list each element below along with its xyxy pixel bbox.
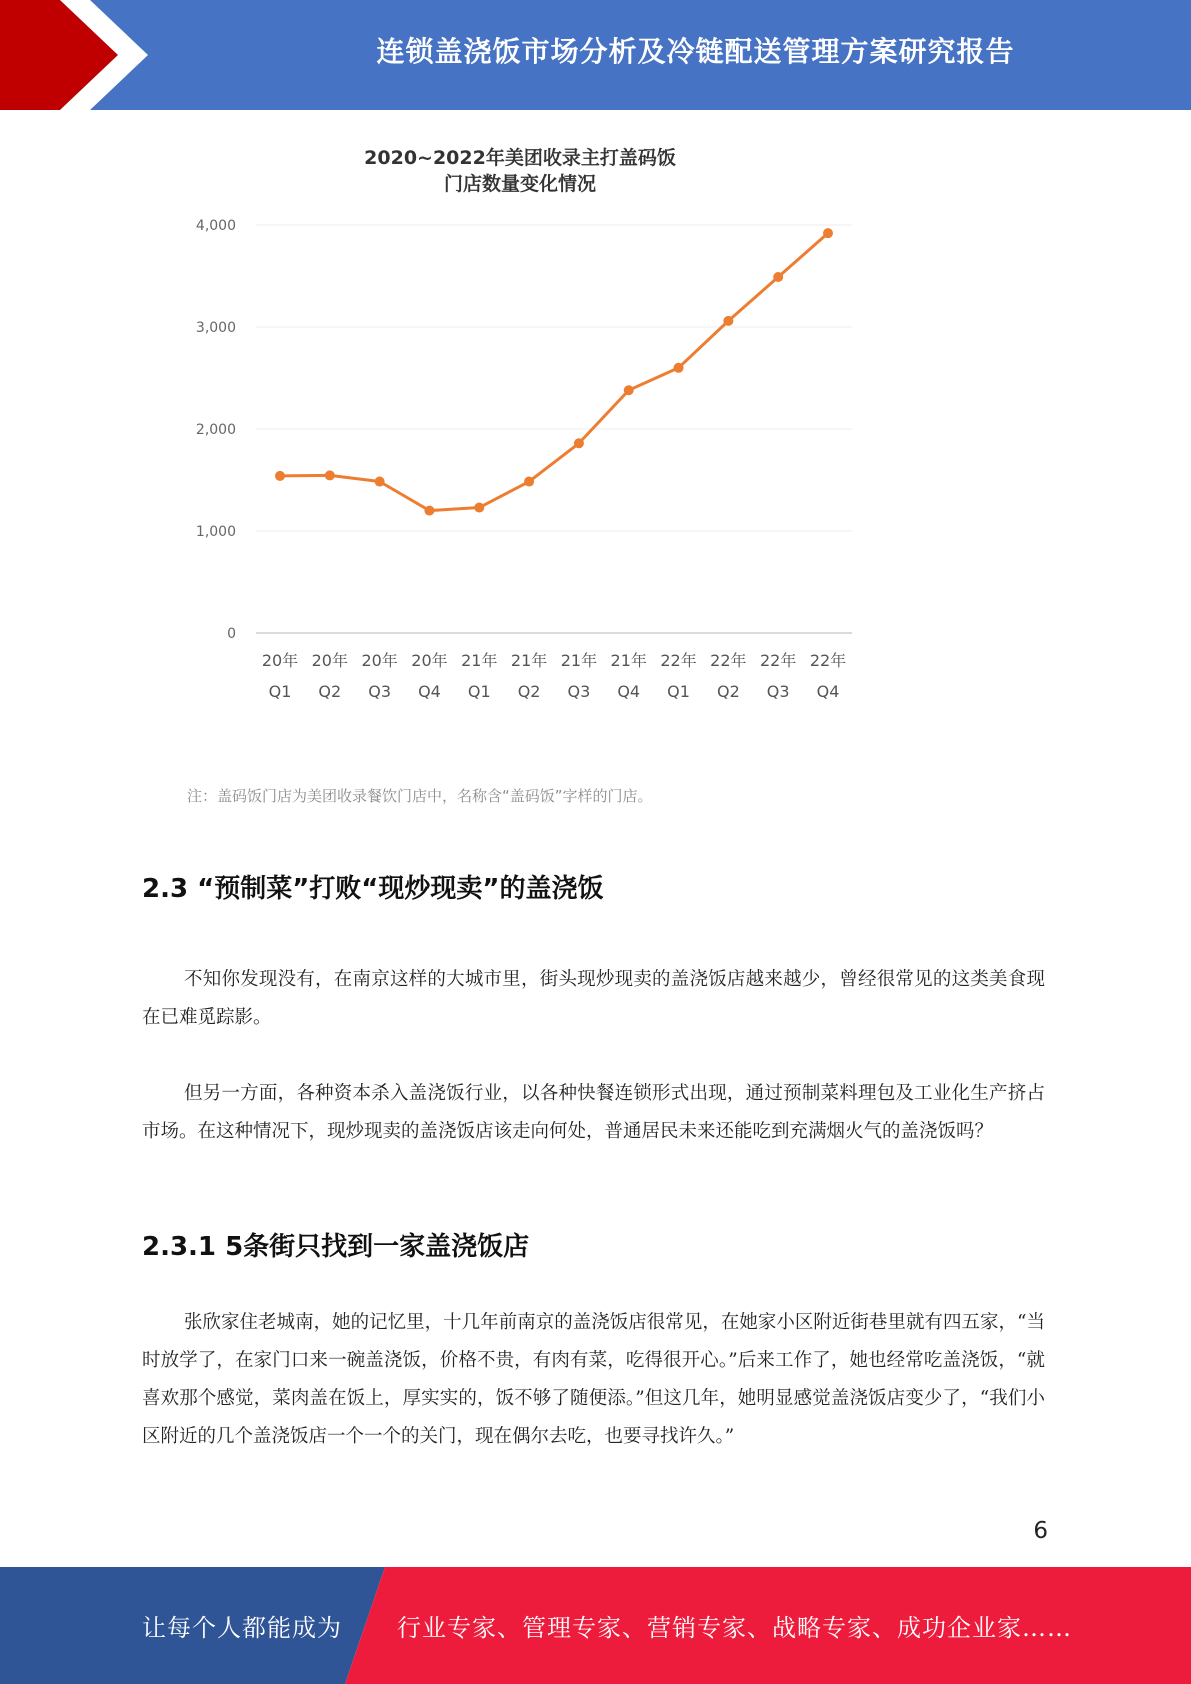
x-tick-label: 21年 [461, 651, 498, 670]
data-point [275, 471, 285, 481]
paragraph-2-3-1-1: 张欣家住老城南，她的记忆里，十几年前南京的盖浇饭店很常见，在她家小区附近街巷里就有四五家，“当时放学了，在家门口来一碗盖浇饭，价格不贵，有肉有菜，吃得很开心。”后来工作了，她也经常吃盖浇饭，“就喜欢那个感觉，菜肉盖在饭上，厚实实的，饭不够了随便添。”但这几年，她明显感觉盖浇饭店变少了，“我们小区附近的几个盖浇饭店一个一个的关门，现在偶尔去吃，也要寻找许久。” [142, 1312, 1045, 1447]
data-point [624, 385, 634, 395]
x-tick-label: 20年 [311, 651, 349, 670]
x-tick-label: Q2 [517, 682, 541, 701]
data-point [524, 477, 534, 487]
x-tick-label: Q1 [467, 682, 491, 701]
chart-title-line2: 门店数量变化情况 [443, 173, 596, 195]
x-tick-label: Q3 [368, 682, 392, 701]
x-tick-label: Q3 [567, 682, 591, 701]
data-point [723, 316, 733, 326]
series-line [280, 233, 828, 510]
line-chart-plot [180, 135, 940, 775]
paragraph-2-3-1: 不知你发现没有，在南京这样的大城市里，街头现炒现卖的盖浇饭店越来越少，曾经很常见的这类美食现在已难觅踪影。 [142, 969, 1045, 1028]
x-tick-label: 21年 [510, 651, 548, 670]
x-tick-label: Q2 [716, 682, 740, 701]
x-tick-label: Q4 [418, 682, 441, 701]
report-title: 连锁盖浇饭市场分析及冷链配送管理方案研究报告 [376, 35, 1015, 68]
data-point [474, 503, 484, 513]
x-tick-label: Q1 [268, 682, 292, 701]
x-tick-label: 20年 [411, 651, 448, 670]
x-tick-label: 22年 [660, 651, 697, 670]
x-tick-label: Q4 [816, 682, 840, 701]
data-point [674, 363, 684, 373]
page-header [0, 0, 1191, 110]
data-point [424, 506, 434, 516]
y-tick-label: 3,000 [195, 320, 236, 336]
x-tick-label: 20年 [361, 651, 398, 670]
y-tick-label: 0 [227, 626, 236, 642]
x-tick-label: 22年 [759, 651, 797, 670]
data-point [574, 438, 584, 448]
chart-note: 注：盖码饭门店为美团收录餐饮门店中，名称含“盖码饭”字样的门店。 [187, 787, 653, 805]
page-number: 6 [1033, 1518, 1048, 1544]
x-tick-label: 22年 [710, 651, 747, 670]
y-tick-label: 1,000 [195, 524, 236, 540]
x-tick-label: 21年 [560, 651, 598, 670]
y-tick-label: 4,000 [195, 218, 236, 234]
x-tick-label: 22年 [809, 651, 847, 670]
section-heading-2-3: 2.3 “预制菜”打败“现炒现卖”的盖浇饭 [142, 874, 604, 904]
y-tick-label: 2,000 [195, 422, 236, 438]
data-point [773, 272, 783, 282]
x-tick-label: Q1 [667, 682, 690, 701]
x-tick-label: 20年 [261, 651, 299, 670]
footer-slogan-left: 让每个人都能成为 [142, 1614, 342, 1642]
x-tick-label: 21年 [610, 651, 647, 670]
footer-slogan-right: 行业专家、管理专家、营销专家、战略专家、成功企业家…… [397, 1614, 1072, 1642]
page-footer [0, 1567, 1191, 1684]
data-point [823, 228, 833, 238]
paragraph-2-3-2: 但另一方面，各种资本杀入盖浇饭行业，以各种快餐连锁形式出现，通过预制菜料理包及工业化生产挤占市场。在这种情况下，现炒现卖的盖浇饭店该走向何处，普通居民未来还能吃到充满烟火气的盖浇饭吗？ [142, 1083, 1045, 1142]
store-count-chart [180, 135, 940, 815]
data-point [325, 470, 335, 480]
x-tick-label: Q3 [766, 682, 790, 701]
x-tick-label: Q2 [318, 682, 342, 701]
section-heading-2-3-1: 2.3.1 5条街只找到一家盖浇饭店 [142, 1232, 530, 1262]
chart-title-line1: 2020~2022年美团收录主打盖码饭 [364, 147, 676, 169]
x-tick-label: Q4 [617, 682, 641, 701]
data-point [375, 477, 385, 487]
